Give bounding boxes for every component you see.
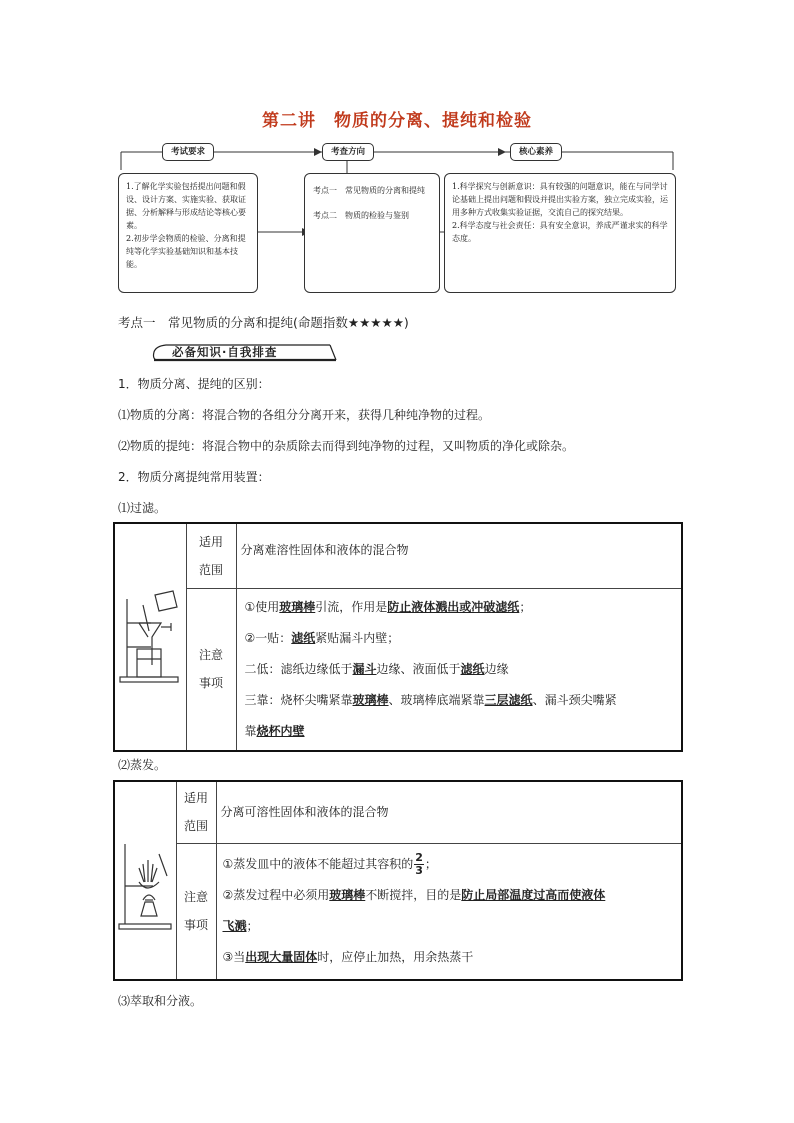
key-term: 玻璃棒 [352, 692, 389, 707]
evaporation-notes-label [176, 843, 216, 980]
evaporation-note-4 [223, 942, 678, 973]
text: ； [519, 599, 532, 614]
evaporation-scope-label [176, 781, 216, 843]
label-line: 范围 [183, 819, 208, 834]
core-literacy-box [444, 173, 676, 293]
filtration-note-2 [245, 623, 678, 654]
key-term: 玻璃棒 [279, 599, 316, 614]
direction-1: 考点一 常见物质的分离和提纯 [313, 186, 425, 195]
evaporation-note-3 [223, 911, 678, 942]
filtration-notes-label [186, 588, 236, 751]
text: 靠 [244, 723, 257, 738]
filtration-scope-text: 分离难溶性固体和液体的混合物 [240, 543, 409, 557]
evaporation-scope-text: 分离可溶性固体和液体的混合物 [220, 805, 389, 819]
key-term: 防止局部温度过高而使液体 [461, 888, 606, 903]
tag-label: 必备知识·自我排查 [172, 345, 278, 359]
label-line: 注意 [198, 648, 223, 662]
evaporation-apparatus-icon [115, 824, 175, 934]
key-term: 烧杯内壁 [256, 723, 305, 738]
evaporation-scope [216, 781, 682, 843]
line-5: ⑴过滤。 [118, 501, 167, 515]
evaporation-apparatus-cell [114, 781, 176, 980]
key-term: 三层滤纸 [484, 692, 533, 707]
text: ①蒸发皿中的液体不能超过其容积的 [222, 857, 414, 872]
text: 引流，作用是 [315, 599, 388, 614]
text: ①使用 [244, 599, 280, 614]
evaporation-notes [216, 843, 682, 980]
fraction-denominator: 3 [415, 864, 423, 878]
key-term: 玻璃棒 [329, 888, 366, 903]
filtration-note-1 [245, 592, 678, 623]
line-2: ⑴物质的分离：将混合物的各组分分离开来，获得几种纯净物的过程。 [118, 408, 491, 422]
label-line: 事项 [198, 676, 223, 690]
overview-diagram [118, 140, 676, 295]
line-6: ⑵蒸发。 [118, 758, 167, 772]
text: 边缘、液面低于 [376, 661, 461, 676]
filtration-apparatus-icon [115, 585, 183, 685]
text: ③当 [222, 950, 246, 965]
label-line: 范围 [198, 562, 223, 577]
filtration-scope [236, 523, 682, 588]
filtration-note-3 [245, 654, 678, 685]
exam-requirements-box [118, 173, 258, 293]
filtration-note-4 [245, 685, 678, 716]
literacy-1: 1.科学探究与创新意识：具有较强的问题意识，能在与同学讨论基础上提出问题和假设并提出实验方案，独立完成实验，运用多种方式收集实验证据，交流自己的探究结果。 [452, 182, 668, 217]
header-exam-direction: 考查方向 [322, 143, 374, 161]
fraction [414, 852, 424, 877]
line-1: 1．物质分离、提纯的区别： [118, 377, 270, 391]
text: ； [246, 919, 259, 934]
line-4: 2．物质分离提纯常用装置： [118, 470, 270, 484]
fraction-numerator: 2 [415, 851, 423, 865]
text: 二低：滤纸边缘低于 [244, 661, 353, 676]
line-7: ⑶萃取和分液。 [118, 994, 203, 1008]
label-line: 适用 [198, 534, 223, 549]
label-line: 事项 [183, 918, 208, 933]
label-line: 注意 [183, 890, 208, 905]
text: ②一贴： [244, 630, 292, 645]
filtration-apparatus-cell [114, 523, 186, 751]
key-term: 滤纸 [460, 661, 485, 676]
text: 紧贴漏斗内壁； [315, 630, 400, 645]
evaporation-note-1 [223, 849, 678, 880]
evaporation-note-2 [223, 880, 678, 911]
filtration-table [113, 522, 683, 752]
key-term: 漏斗 [352, 661, 377, 676]
key-term: 防止液体溅出或冲破滤纸 [387, 599, 520, 614]
exam-direction-box [304, 173, 440, 293]
requirement-2: 2.初步学会物质的检验、分离和提纯等化学实验基础知识和基本技能。 [126, 234, 246, 269]
key-term: 飞溅 [222, 919, 247, 934]
text: 边缘 [484, 661, 509, 676]
section-title: 考点一 常见物质的分离和提纯(命题指数★★★★★) [118, 315, 409, 330]
header-core-literacy: 核心素养 [510, 143, 562, 161]
text: 时，应停止加热，用余热蒸干 [317, 950, 474, 965]
line-3: ⑵物质的提纯：将混合物中的杂质除去而得到纯净物的过程，又叫物质的净化或除杂。 [118, 439, 575, 453]
text: 、漏斗颈尖嘴紧 [532, 692, 617, 707]
key-term: 滤纸 [291, 630, 316, 645]
filtration-notes [236, 588, 682, 751]
requirement-1: 1.了解化学实验包括提出问题和假设、设计方案、实施实验、获取证据、分析解释与形成结论等核心要素。 [126, 182, 246, 230]
filtration-note-5 [245, 716, 678, 747]
label-line: 适用 [183, 791, 208, 806]
key-term: 出现大量固体 [245, 950, 318, 965]
knowledge-tag [148, 341, 338, 363]
text: 不断搅拌，目的是 [365, 888, 462, 903]
literacy-2: 2.科学态度与社会责任：具有安全意识，养成严谨求实的科学态度。 [452, 221, 668, 243]
text: ②蒸发过程中必须用 [222, 888, 330, 903]
header-exam-requirements: 考试要求 [162, 143, 214, 161]
evaporation-table [113, 780, 683, 981]
direction-2: 考点二 物质的检验与鉴别 [313, 211, 409, 220]
text: 三靠：烧杯尖嘴紧靠 [244, 692, 353, 707]
page-title: 第二讲 物质的分离、提纯和检验 [262, 111, 532, 131]
text: ； [424, 857, 437, 872]
filtration-scope-label [186, 523, 236, 588]
text: 、玻璃棒底端紧靠 [388, 692, 485, 707]
